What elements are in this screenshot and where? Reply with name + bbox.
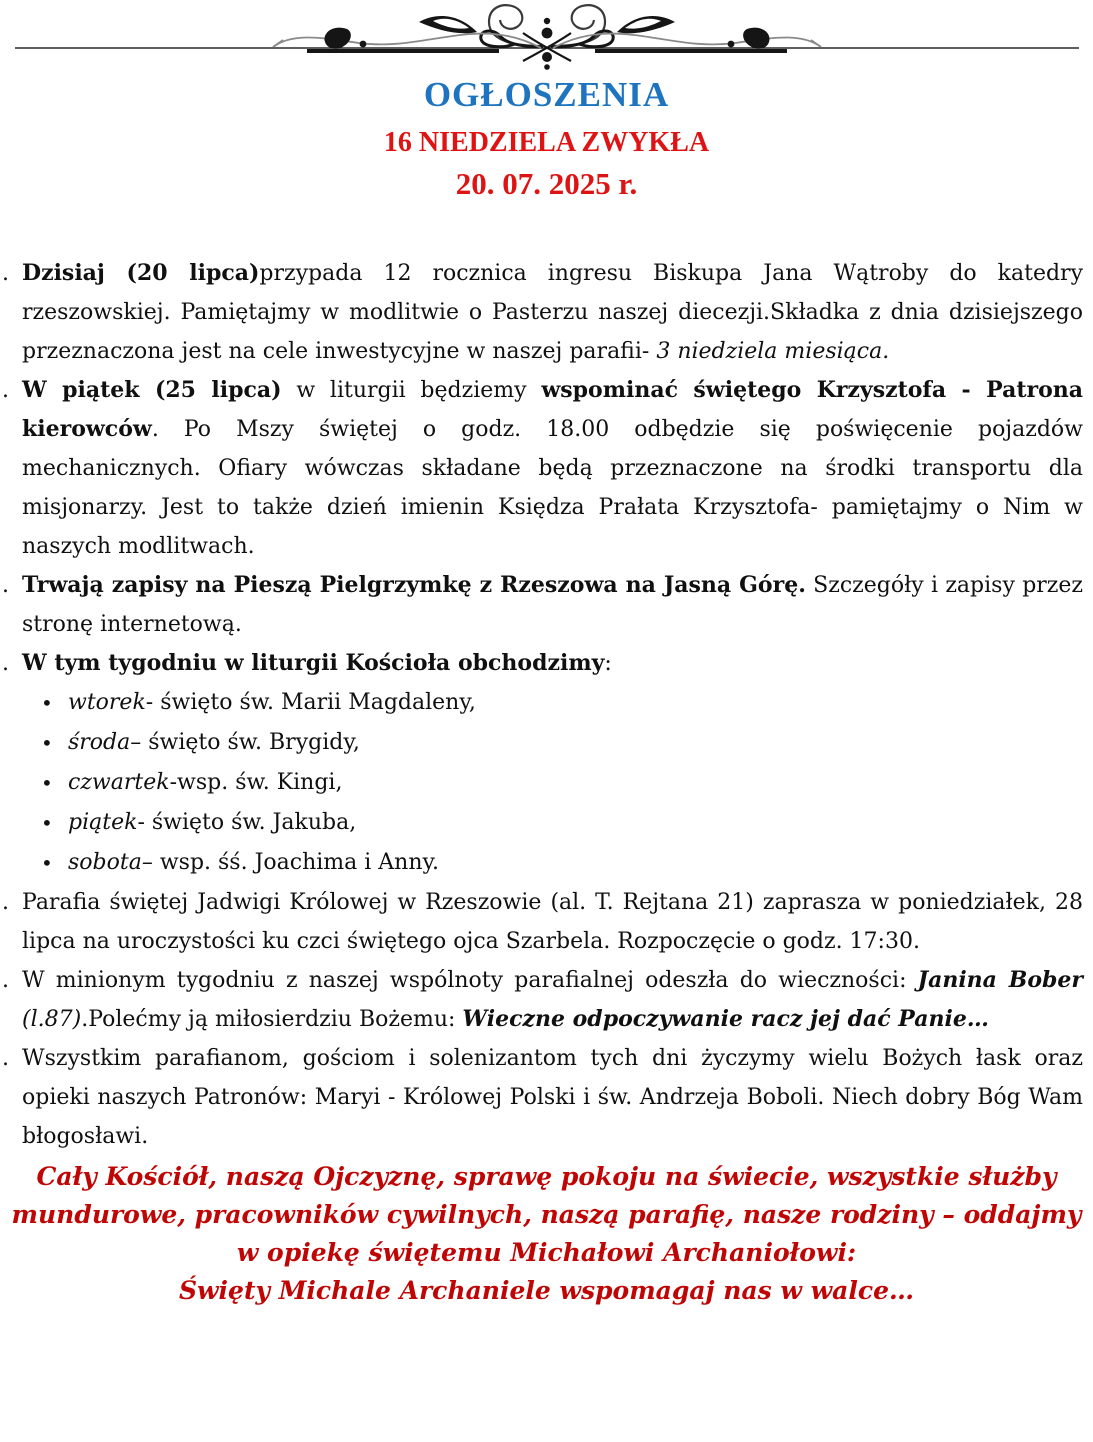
list-number-marker: .	[2, 651, 9, 677]
text-segment: wtorek	[68, 690, 146, 716]
text-segment: Janina Bober	[917, 967, 1083, 994]
text-segment: – wsp. śś. Joachima i Anny.	[141, 850, 440, 876]
text-segment: - święto św. Jakuba,	[137, 810, 357, 836]
bullet-icon: •	[41, 731, 53, 756]
footer-prayer	[0, 1158, 1093, 1310]
bullet-icon: •	[41, 811, 53, 836]
announcement-text	[22, 961, 1083, 1039]
liturgy-bullet-item	[22, 763, 1083, 803]
text-segment: w liturgii będziemy	[281, 378, 542, 404]
announcement-item	[0, 371, 1083, 566]
page-subtitle: 16 NIEDZIELA ZWYKŁA	[383, 126, 710, 158]
text-segment: 3 niedziela miesiąca.	[656, 339, 890, 365]
text-segment: Wszystkim parafianom, gościom i solenizantom tych dni życzymy wielu Bożych łask oraz opieki naszych Patronów: Maryi - Królowej Polski i św. Andrzeja Boboli. Niech dobry Bóg Wam błogosławi.	[22, 1046, 1083, 1150]
announcement-item	[0, 883, 1083, 961]
page-header	[0, 2, 1093, 201]
announcement-text	[22, 566, 1083, 644]
bullet-text	[68, 770, 342, 795]
bullet-icon: •	[41, 851, 53, 876]
page-date: 20. 07. 2025 r.	[455, 166, 638, 202]
liturgy-bullet-item	[22, 843, 1083, 883]
text-segment: piątek	[68, 810, 138, 836]
announcement-item	[0, 961, 1083, 1039]
bullet-icon: •	[41, 771, 53, 796]
page-title: OGŁOSZENIA	[423, 75, 670, 114]
announcement-text	[22, 883, 1083, 961]
announcement-item	[0, 644, 1083, 883]
prayer-paragraph-1: Cały Kościół, naszą Ojczyznę, sprawę pokoju na świecie, wszystkie służby mundurowe, pracowników cywilnych, naszą parafię, nasze rodziny – oddajmy w opiekę świętemu Michałowi Archaniołowi:	[11, 1162, 1082, 1268]
announcements-list	[0, 254, 1093, 1156]
list-number-marker: .	[2, 1046, 9, 1072]
text-segment: W minionym tygodniu z naszej wspólnoty parafialnej odeszła do wieczności:	[22, 968, 918, 994]
text-segment: :	[604, 651, 612, 677]
text-segment: Trwają zapisy na Pieszą Pielgrzymkę z Rzeszowa na Jasną Górę.	[22, 572, 806, 599]
bullet-text	[68, 690, 476, 715]
text-segment: Dzisiaj (20 lipca)	[22, 260, 260, 287]
text-segment: wspominać świętego Krzysztofa - Patrona kierowców	[22, 377, 1083, 443]
announcement-text	[22, 1039, 1083, 1156]
text-segment: (l.87)	[22, 1007, 82, 1033]
liturgy-bullet-item	[22, 683, 1083, 723]
text-segment: Wieczne odpoczywanie racz jej dać Panie…	[462, 1006, 989, 1033]
announcement-item	[0, 1039, 1083, 1156]
text-segment: .Polećmy ją miłosierdziu Bożemu:	[81, 1007, 463, 1033]
text-segment: -wsp. św. Kingi,	[169, 770, 343, 796]
bullet-text	[68, 810, 356, 835]
list-number-marker: .	[2, 890, 9, 916]
list-number-marker: .	[2, 573, 9, 599]
text-segment: W tym tygodniu w liturgii Kościoła obchodzimy	[22, 650, 605, 677]
announcement-item	[0, 254, 1083, 371]
text-segment: . Po Mszy świętej o godz. 18.00 odbędzie się poświęcenie pojazdów mechanicznych. Ofiary wówczas składane będą przeznaczone na środki transportu dla misjonarzy. Jest to także dzień imienin Księdza Prałata Krzysztofa- pamiętajmy o Nim w naszych modlitwach.	[22, 417, 1083, 560]
list-number-marker: .	[2, 261, 9, 287]
list-number-marker: .	[2, 378, 9, 404]
announcement-text	[22, 371, 1083, 566]
bullet-text	[68, 730, 360, 755]
text-segment: Parafia świętej Jadwigi Królowej w Rzeszowie (al. T. Rejtana 21) zaprasza w poniedziałek, 28 lipca na uroczystości ku czci świętego ojca Szarbela. Rozpoczęcie o godz. 17:30.	[22, 890, 1083, 955]
text-segment: czwartek	[68, 770, 170, 796]
bullet-text	[68, 850, 439, 875]
text-segment: sobota	[68, 850, 142, 876]
text-segment: przypada 12 rocznica ingresu Biskupa Jana Wątroby do katedry rzeszowskiej. Pamiętajmy w modlitwie o Pasterzu naszej diecezji.Składka z dnia dzisiejszego przeznaczona jest na cele inwestycyjne w naszej parafii-	[22, 261, 1083, 365]
announcement-text	[22, 254, 1083, 371]
liturgy-bullet-item	[22, 723, 1083, 763]
text-segment: W piątek (25 lipca)	[22, 377, 282, 404]
ornamental-flourish-divider-icon	[7, 2, 1087, 72]
text-segment: Szczegóły i zapisy przez stronę internetową.	[22, 573, 1083, 638]
list-number-marker: .	[2, 968, 9, 994]
announcement-text	[22, 644, 1083, 683]
text-segment: środa	[68, 730, 131, 756]
bullet-icon: •	[41, 691, 53, 716]
text-segment: - święto św. Marii Magdaleny,	[145, 690, 476, 716]
liturgy-bullet-item	[22, 803, 1083, 843]
prayer-paragraph-2: Święty Michale Archaniele wspomagaj nas w walce…	[178, 1276, 915, 1306]
liturgy-bullet-list	[22, 683, 1083, 883]
announcement-item	[0, 566, 1083, 644]
text-segment: – święto św. Brygidy,	[130, 730, 360, 756]
